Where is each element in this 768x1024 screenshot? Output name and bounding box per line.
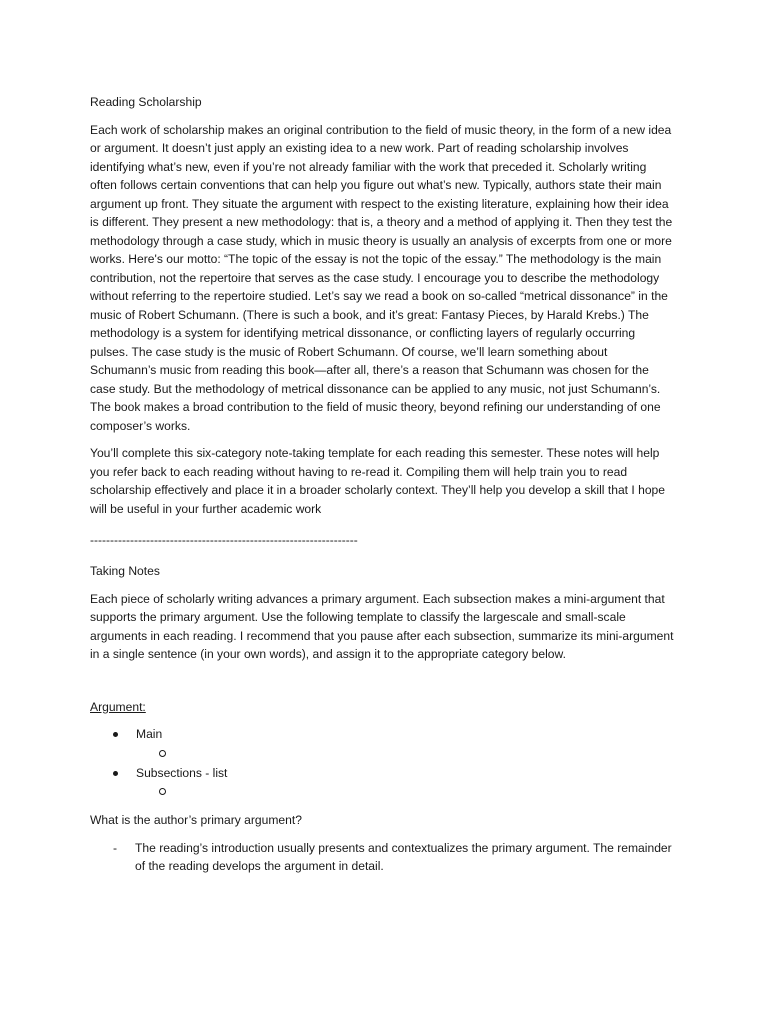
divider-line: ------------------------------------------------------------------- — [90, 533, 358, 547]
heading-taking-notes: Taking Notes — [90, 564, 160, 578]
dash-bullet-icon: - — [113, 840, 118, 855]
question-primary-argument: What is the author’s primary argument? — [90, 813, 302, 827]
paragraph-template: You’ll complete this six-category note-taking template for each reading this semester. These notes will help you refer back to each reading without having to re-read it. Compiling them will help train you to read scholarship effectively and place it in a broader scholarly context. They’ll help you develop a skill that I hope will be useful in your further academic work — [90, 446, 666, 516]
paragraph-taking-notes: Each piece of scholarly writing advances a primary argument. Each subsection makes a mini-argument that supports the primary argument. Use the following template to classify the largescale and small-scale arguments in each reading. I recommend that you pause after each subsection, summarize its mini-argument in a single sentence (in your own words), and assign it to the appropriate category below. — [90, 591, 674, 661]
list-item-label: Main — [136, 727, 163, 741]
bullet-icon — [113, 771, 118, 776]
list-item-subsections — [90, 764, 675, 783]
open-circle-bullet-icon — [159, 788, 166, 795]
sub-list-item — [90, 782, 675, 802]
list-item-label: Subsections - list — [136, 765, 228, 780]
dash-item-text: The reading’s introduction usually presents and contextualizes the primary argument. The remainder of the reading develops the argument in detail. — [135, 840, 672, 873]
list-item-main — [90, 725, 675, 744]
paragraph-intro: Each work of scholarship makes an original contribution to the field of music theory, in the form of a new idea or argument. It doesn’t just apply an existing idea to a new work. Part of reading scholarship involves identifying what’s new, even if you’re not already familiar with the work that preceded it. Scholarly writing often follows certain conventions that can help you figure out what’s new. Typically, authors state their main argument up front. They situate the argument with respect to the existing literature, explaining how their idea is different. They present a new methodology: that is, a theory and a method of applying it. Then they test the methodology through a case study, which in music theory is usually an analysis of excerpts from one or more works. Here's our motto: “The topic of the essay is not the topic of the essay.” The methodology is the main contribution, not the repertoire that serves as the case study. I encourage you to describe the methodology without referring to the repertoire studied. Let’s say we read a book on so-called “metrical dissonance” in the music of Robert Schumann. (There is such a book, and it’s great: Fantasy Pieces, by Harald Krebs.) The methodology is a system for identifying metrical dissonance, or conflicting layers of regularly occurring pulses. The case study is the music of Robert Schumann. Of course, we’ll learn something about Schumann’s music from reading this book—after all, there’s a reason that Schumann was chosen for the case study. But the methodology of metrical dissonance can be applied to any music, not just Schumann’s. The book makes a broad contribution to the field of music theory, beyond refining our understanding of one composer’s works. — [90, 122, 673, 433]
argument-list — [90, 725, 675, 802]
bullet-icon — [113, 732, 118, 737]
dash-list-item — [90, 839, 675, 876]
sub-list-item — [90, 744, 675, 764]
heading-reading-scholarship: Reading Scholarship — [90, 95, 202, 109]
document-page — [90, 93, 675, 876]
heading-argument: Argument: — [90, 699, 146, 714]
open-circle-bullet-icon — [159, 750, 166, 757]
